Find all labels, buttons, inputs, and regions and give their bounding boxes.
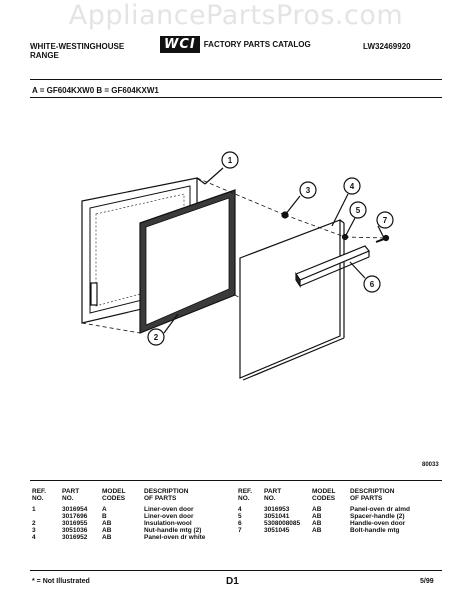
part-header: PART NO. [62,488,80,502]
table-divider [30,480,442,481]
part-no: 5308008085 [264,520,301,527]
oven-door-panel [240,220,344,380]
description-header: DESCRIPTION OF PARTS [144,488,189,502]
part-no: 3051036 [62,527,88,534]
model-divider [30,97,442,98]
revision-date: 5/99 [420,578,434,585]
page-number: D1 [226,576,239,587]
part-no: 3051045 [264,527,290,534]
model-list: A = GF604KXW0 B = GF604KXW1 [32,86,159,95]
footnote: * = Not Illustrated [32,578,90,585]
part-description: Panel-oven dr white [144,534,206,541]
model-code: AB [312,520,322,527]
part-description: Handle-oven door [350,520,406,527]
handle-bolt [376,236,389,243]
part-description: Nut-handle mtg (2) [144,527,202,534]
brand-block [30,42,124,60]
ref-no: 2 [32,520,36,527]
description-header: DESCRIPTION OF PARTS [350,488,395,502]
table-row [32,527,226,534]
ref-no: 3 [32,527,36,534]
table-row [238,513,432,520]
table-row [32,520,226,527]
watermark: AppliancePartsPros.com [68,0,404,31]
ref-no: 6 [238,520,242,527]
callout-2: 2 [153,333,159,342]
model-header: MODEL CODES [102,488,126,502]
catalog-title: FACTORY PARTS CATALOG [203,40,311,49]
part-no: 3017696 [62,513,88,520]
wci-logo: WCI [160,36,200,53]
ref-header: REF. NO. [238,488,253,502]
table-row [238,527,432,534]
ref-no: 4 [238,506,242,513]
ref-no: 5 [238,513,242,520]
catalog-heading [160,36,311,53]
ref-no: 4 [32,534,36,541]
callout-3: 3 [305,186,311,195]
part-header: PART NO. [264,488,282,502]
product-type: RANGE [30,51,59,60]
table-header-row [238,488,432,506]
footer-divider [30,570,442,571]
part-no: 3051041 [264,513,290,520]
model-code: AB [102,534,112,541]
parts-table-right [238,488,432,534]
exploded-diagram [60,138,440,383]
ref-no: 7 [238,527,242,534]
callout-7: 7 [382,216,388,225]
part-no: 3016954 [62,506,88,513]
table-header-row [32,488,226,506]
table-row [32,534,226,541]
header-divider [30,79,442,80]
part-description: Panel-oven dr almd [350,506,410,513]
ref-no: 1 [32,506,36,513]
part-description: Liner-oven door [144,506,194,513]
model-code: AB [102,527,112,534]
ref-header: REF. NO. [32,488,47,502]
model-code: AB [312,506,322,513]
callout-6: 6 [369,280,375,289]
part-description: Bolt-handle mtg [350,527,400,534]
model-code: A [102,506,107,513]
table-row [32,513,226,520]
model-code: AB [312,527,322,534]
part-description: Insulation-wool [144,520,192,527]
model-code: AB [102,520,112,527]
table-row [238,520,432,527]
ref-no [32,513,62,520]
part-no: 3016952 [62,534,88,541]
document-number: LW32469920 [363,42,411,51]
part-description: Spacer-handle (2) [350,513,405,520]
part-no: 3016955 [62,520,88,527]
figure-code: 80033 [422,462,439,468]
model-code: AB [312,513,322,520]
part-no: 3016953 [264,506,290,513]
parts-table-left [32,488,226,541]
brand-name: WHITE-WESTINGHOUSE [30,42,125,51]
model-code: B [102,513,107,520]
callout-5: 5 [355,206,361,215]
model-header: MODEL CODES [312,488,336,502]
callout-1: 1 [227,156,233,165]
callout-4: 4 [349,182,355,191]
table-row [32,506,226,513]
part-description: Liner-oven door [144,513,194,520]
table-row [238,506,432,513]
